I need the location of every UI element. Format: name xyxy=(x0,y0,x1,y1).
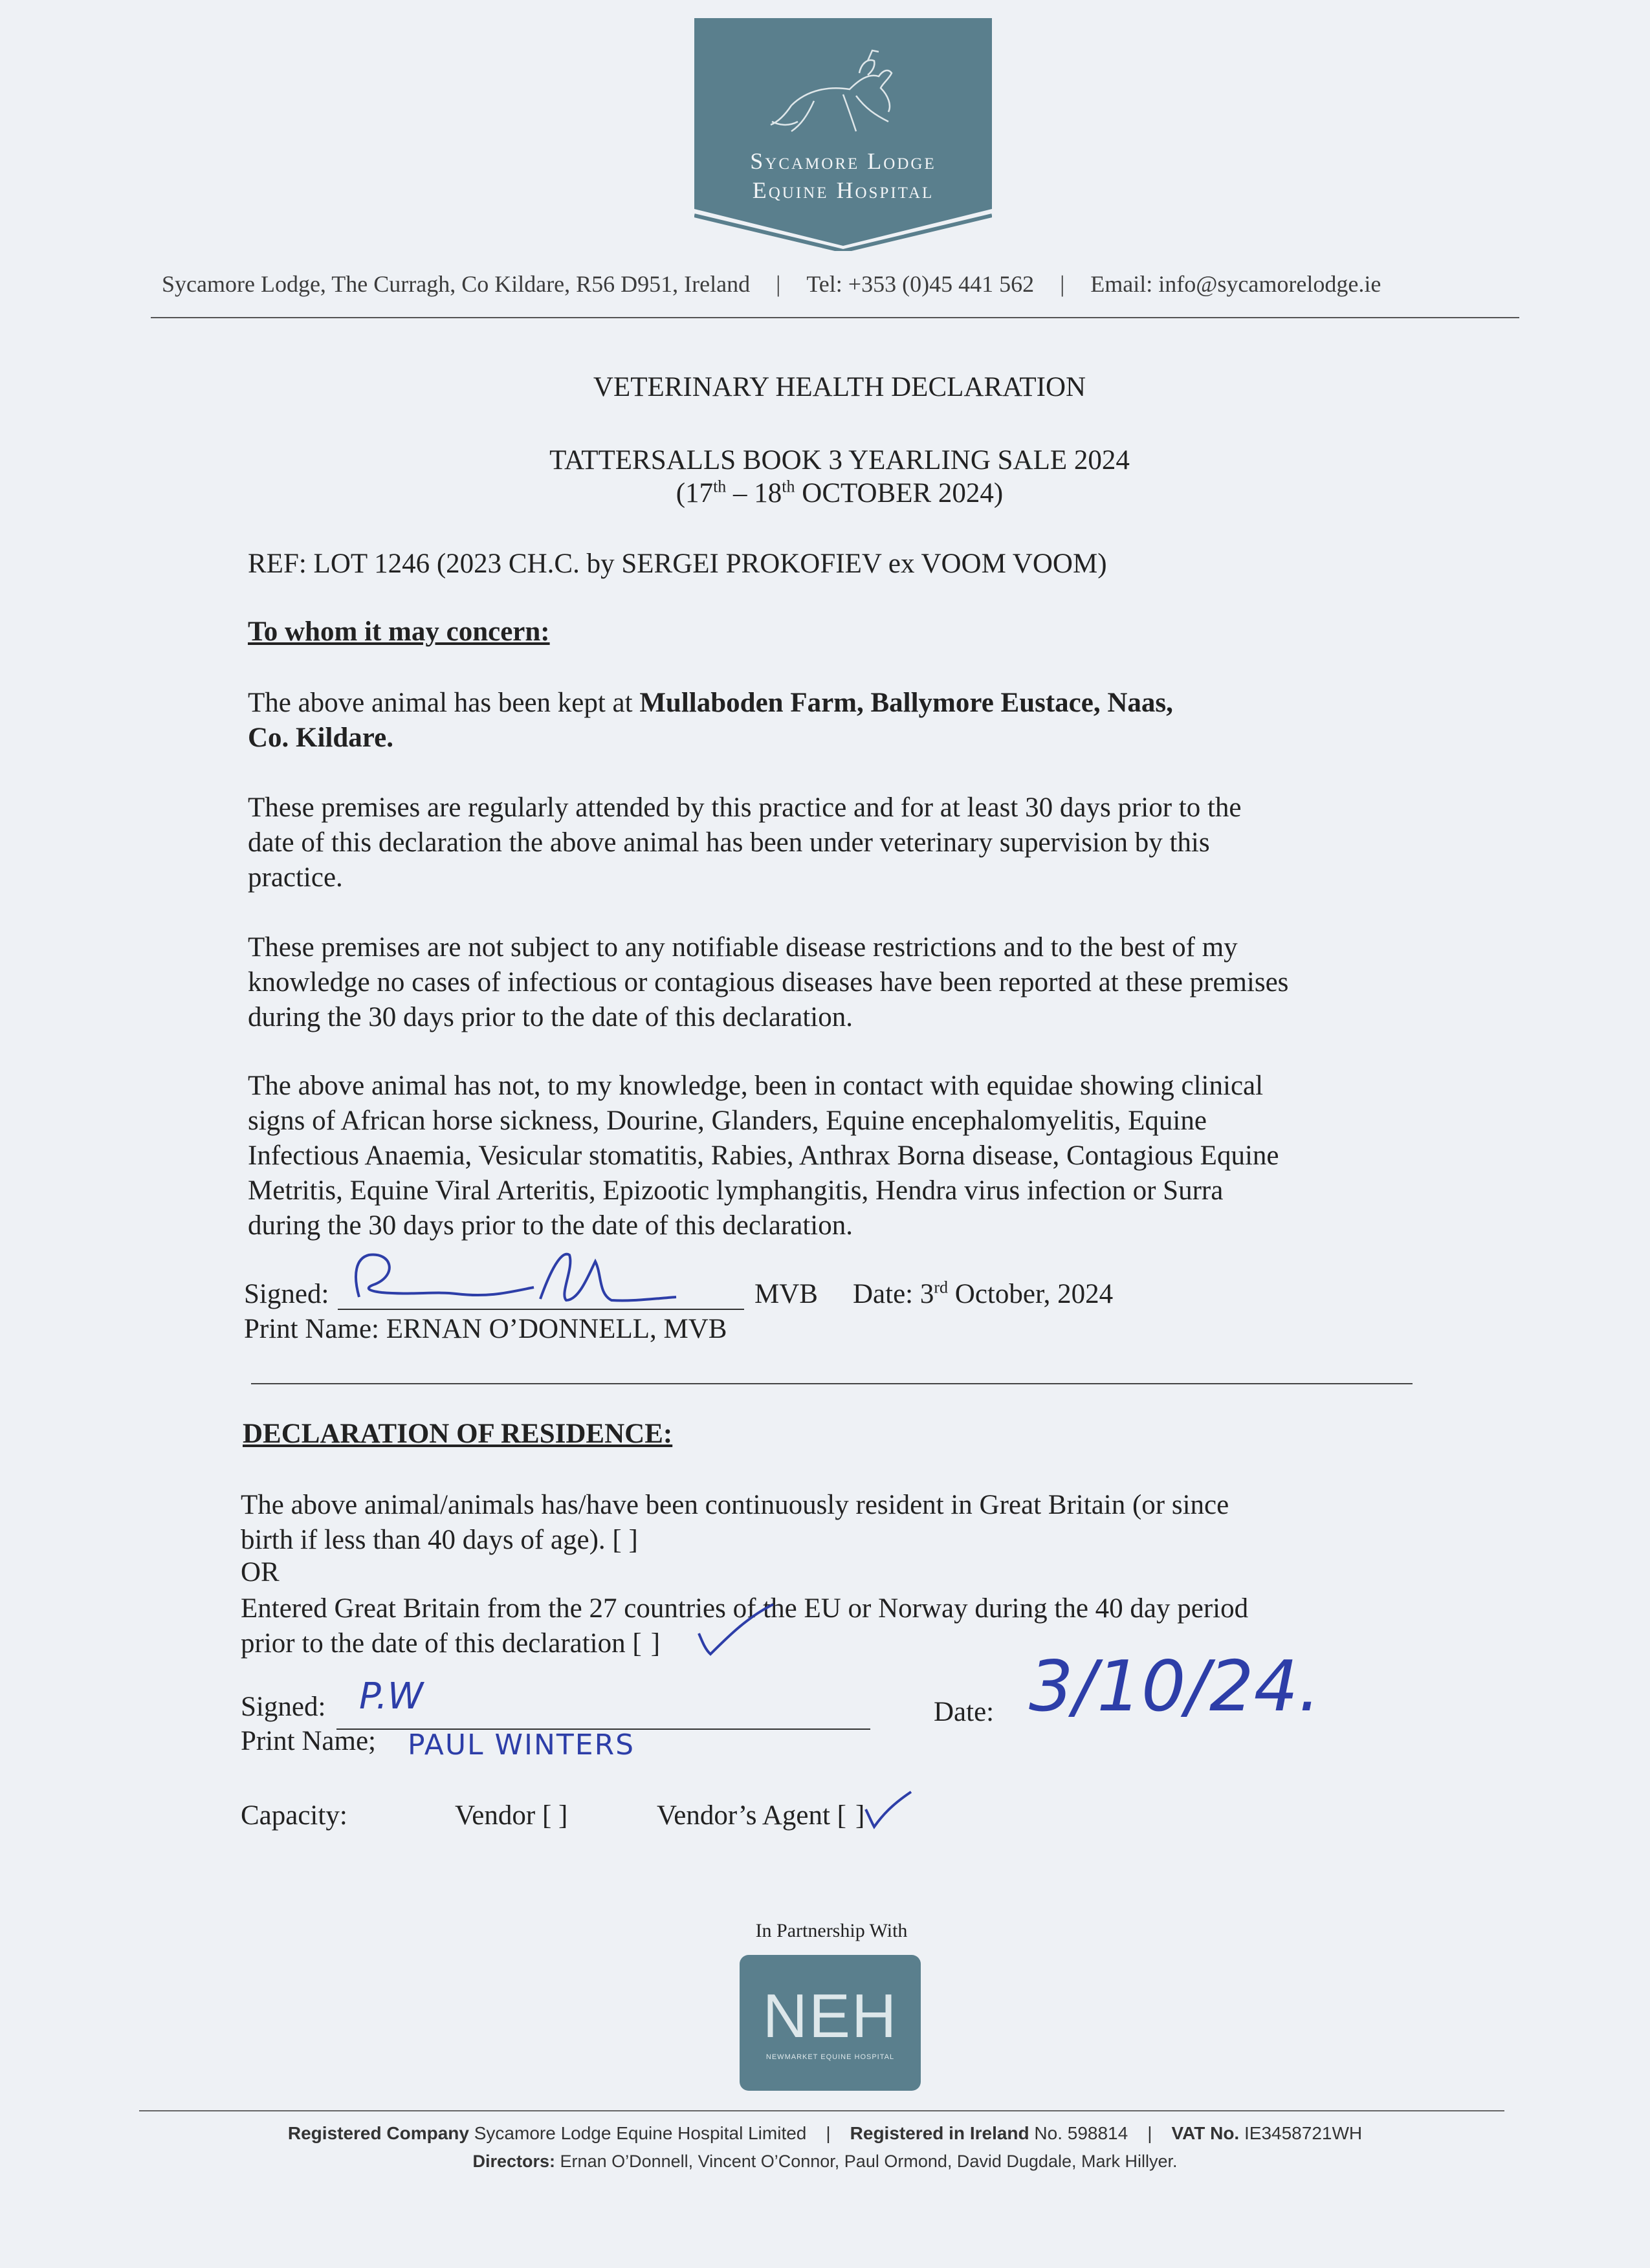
residence-or: OR xyxy=(241,1557,280,1587)
section-divider xyxy=(251,1383,1413,1384)
sale-title: TATTERSALLS BOOK 3 YEARLING SALE 2024 xyxy=(549,445,1130,475)
logo-horse-icon xyxy=(694,18,992,251)
residence-option-1: The above animal/animals has/have been continuously resident in Great Britain (or since birth if less than 40 days of age). [ ] xyxy=(241,1490,1229,1555)
email[interactable]: Email: info@sycamorelodge.ie xyxy=(1090,271,1381,297)
salutation: To whom it may concern: xyxy=(248,616,550,647)
residence-heading: DECLARATION OF RESIDENCE: xyxy=(243,1419,673,1449)
logo-line-1: Sycamore Lodge xyxy=(750,148,936,174)
logo-line-2: Equine Hospital xyxy=(752,177,934,203)
paragraph-premises: The above animal has been kept at Mullaboden Farm, Ballymore Eustace, Naas, Co. Kildare. xyxy=(248,688,1173,753)
residence-signed-label: Signed: xyxy=(241,1692,326,1722)
contact-line: Sycamore Lodge, The Curragh, Co Kildare, R56 D951, Ireland | Tel: +353 (0)45 441 562 | Email: info@sycamorelodge.ie xyxy=(162,271,1381,297)
telephone: Tel: +353 (0)45 441 562 xyxy=(806,271,1035,297)
residence-print-label: Print Name; xyxy=(241,1726,376,1756)
capacity-vendors-agent[interactable]: Vendor’s Agent [ ] xyxy=(657,1800,865,1831)
residence-signature: P.W xyxy=(359,1675,424,1717)
sale-dates: (17th – 18th OCTOBER 2024) xyxy=(676,477,1004,508)
residence-print-name: PAUL WINTERS xyxy=(408,1728,635,1761)
address: Sycamore Lodge, The Curragh, Co Kildare, R56 D951, Ireland xyxy=(162,271,751,297)
option-2-checkmark-icon[interactable] xyxy=(692,1601,776,1659)
vet-signature-date: Date: 3rd October, 2024 xyxy=(853,1278,1114,1309)
footer-directors: Directors: Ernan O’Donnell, Vincent O’Connor, Paul Ormond, David Dugdale, Mark Hillyer. xyxy=(472,2152,1178,2171)
document-title: VETERINARY HEALTH DECLARATION xyxy=(593,372,1086,402)
paragraph-supervision: These premises are regularly attended by this practice and for at least 30 days prior to the date of this declaration the above animal has been under veterinary supervision by this practice. xyxy=(248,792,1242,893)
header-divider xyxy=(151,317,1519,318)
residence-date-label: Date: xyxy=(934,1697,995,1727)
neh-logo-text: NEH xyxy=(762,1981,898,2051)
footer-registration: Registered Company Sycamore Lodge Equine Hospital Limited | Registered in Ireland No. 598814 | VAT No. IE3458721WH xyxy=(287,2123,1363,2143)
paragraph-contact-equidae: The above animal has not, to my knowledge, been in contact with equidae showing clinical signs of African horse sickness, Dourine, Glanders, Equine encephalomyelitis, Equine Infectious Anaemia, Vesicular stomatitis, Rabies, Anthrax Borna disease, Contagious Equine Metritis, Equine Viral Arteritis, Epizootic lymphangitis, Hendra virus infection or Surra during the 30 days prior to the date of this declaration. xyxy=(248,1071,1279,1241)
capacity-vendor[interactable]: Vendor [ ] xyxy=(455,1800,568,1831)
footer-divider xyxy=(139,2110,1504,2111)
residence-date: 3/10/24. xyxy=(1029,1646,1321,1727)
vet-print-name: Print Name: ERNAN O’DONNELL, MVB xyxy=(244,1314,727,1344)
vendors-agent-checkmark-icon[interactable] xyxy=(863,1787,914,1838)
paragraph-disease-restrictions: These premises are not subject to any notifiable disease restrictions and to the best of my knowledge no cases of infectious or contagious diseases have been reported at these premises during the 30 days prior to the date of this declaration. xyxy=(248,932,1289,1032)
hospital-logo xyxy=(694,18,992,232)
capacity-label: Capacity: xyxy=(241,1800,347,1831)
neh-logo-subtitle: NEWMARKET EQUINE HOSPITAL xyxy=(765,2053,895,2061)
lot-reference: REF: LOT 1246 (2023 CH.C. by SERGEI PROKOFIEV ex VOOM VOOM) xyxy=(248,549,1107,579)
vet-signed-label: Signed: xyxy=(244,1279,329,1309)
neh-logo xyxy=(740,1955,921,2091)
vet-signature xyxy=(340,1236,728,1313)
residence-option-2: Entered Great Britain from the 27 countries of the EU or Norway during the 40 day period prior to the date of this declaration [ ] xyxy=(241,1593,1249,1659)
vet-qualification: MVB xyxy=(754,1279,818,1309)
partnership-label: In Partnership With xyxy=(755,1920,908,1941)
